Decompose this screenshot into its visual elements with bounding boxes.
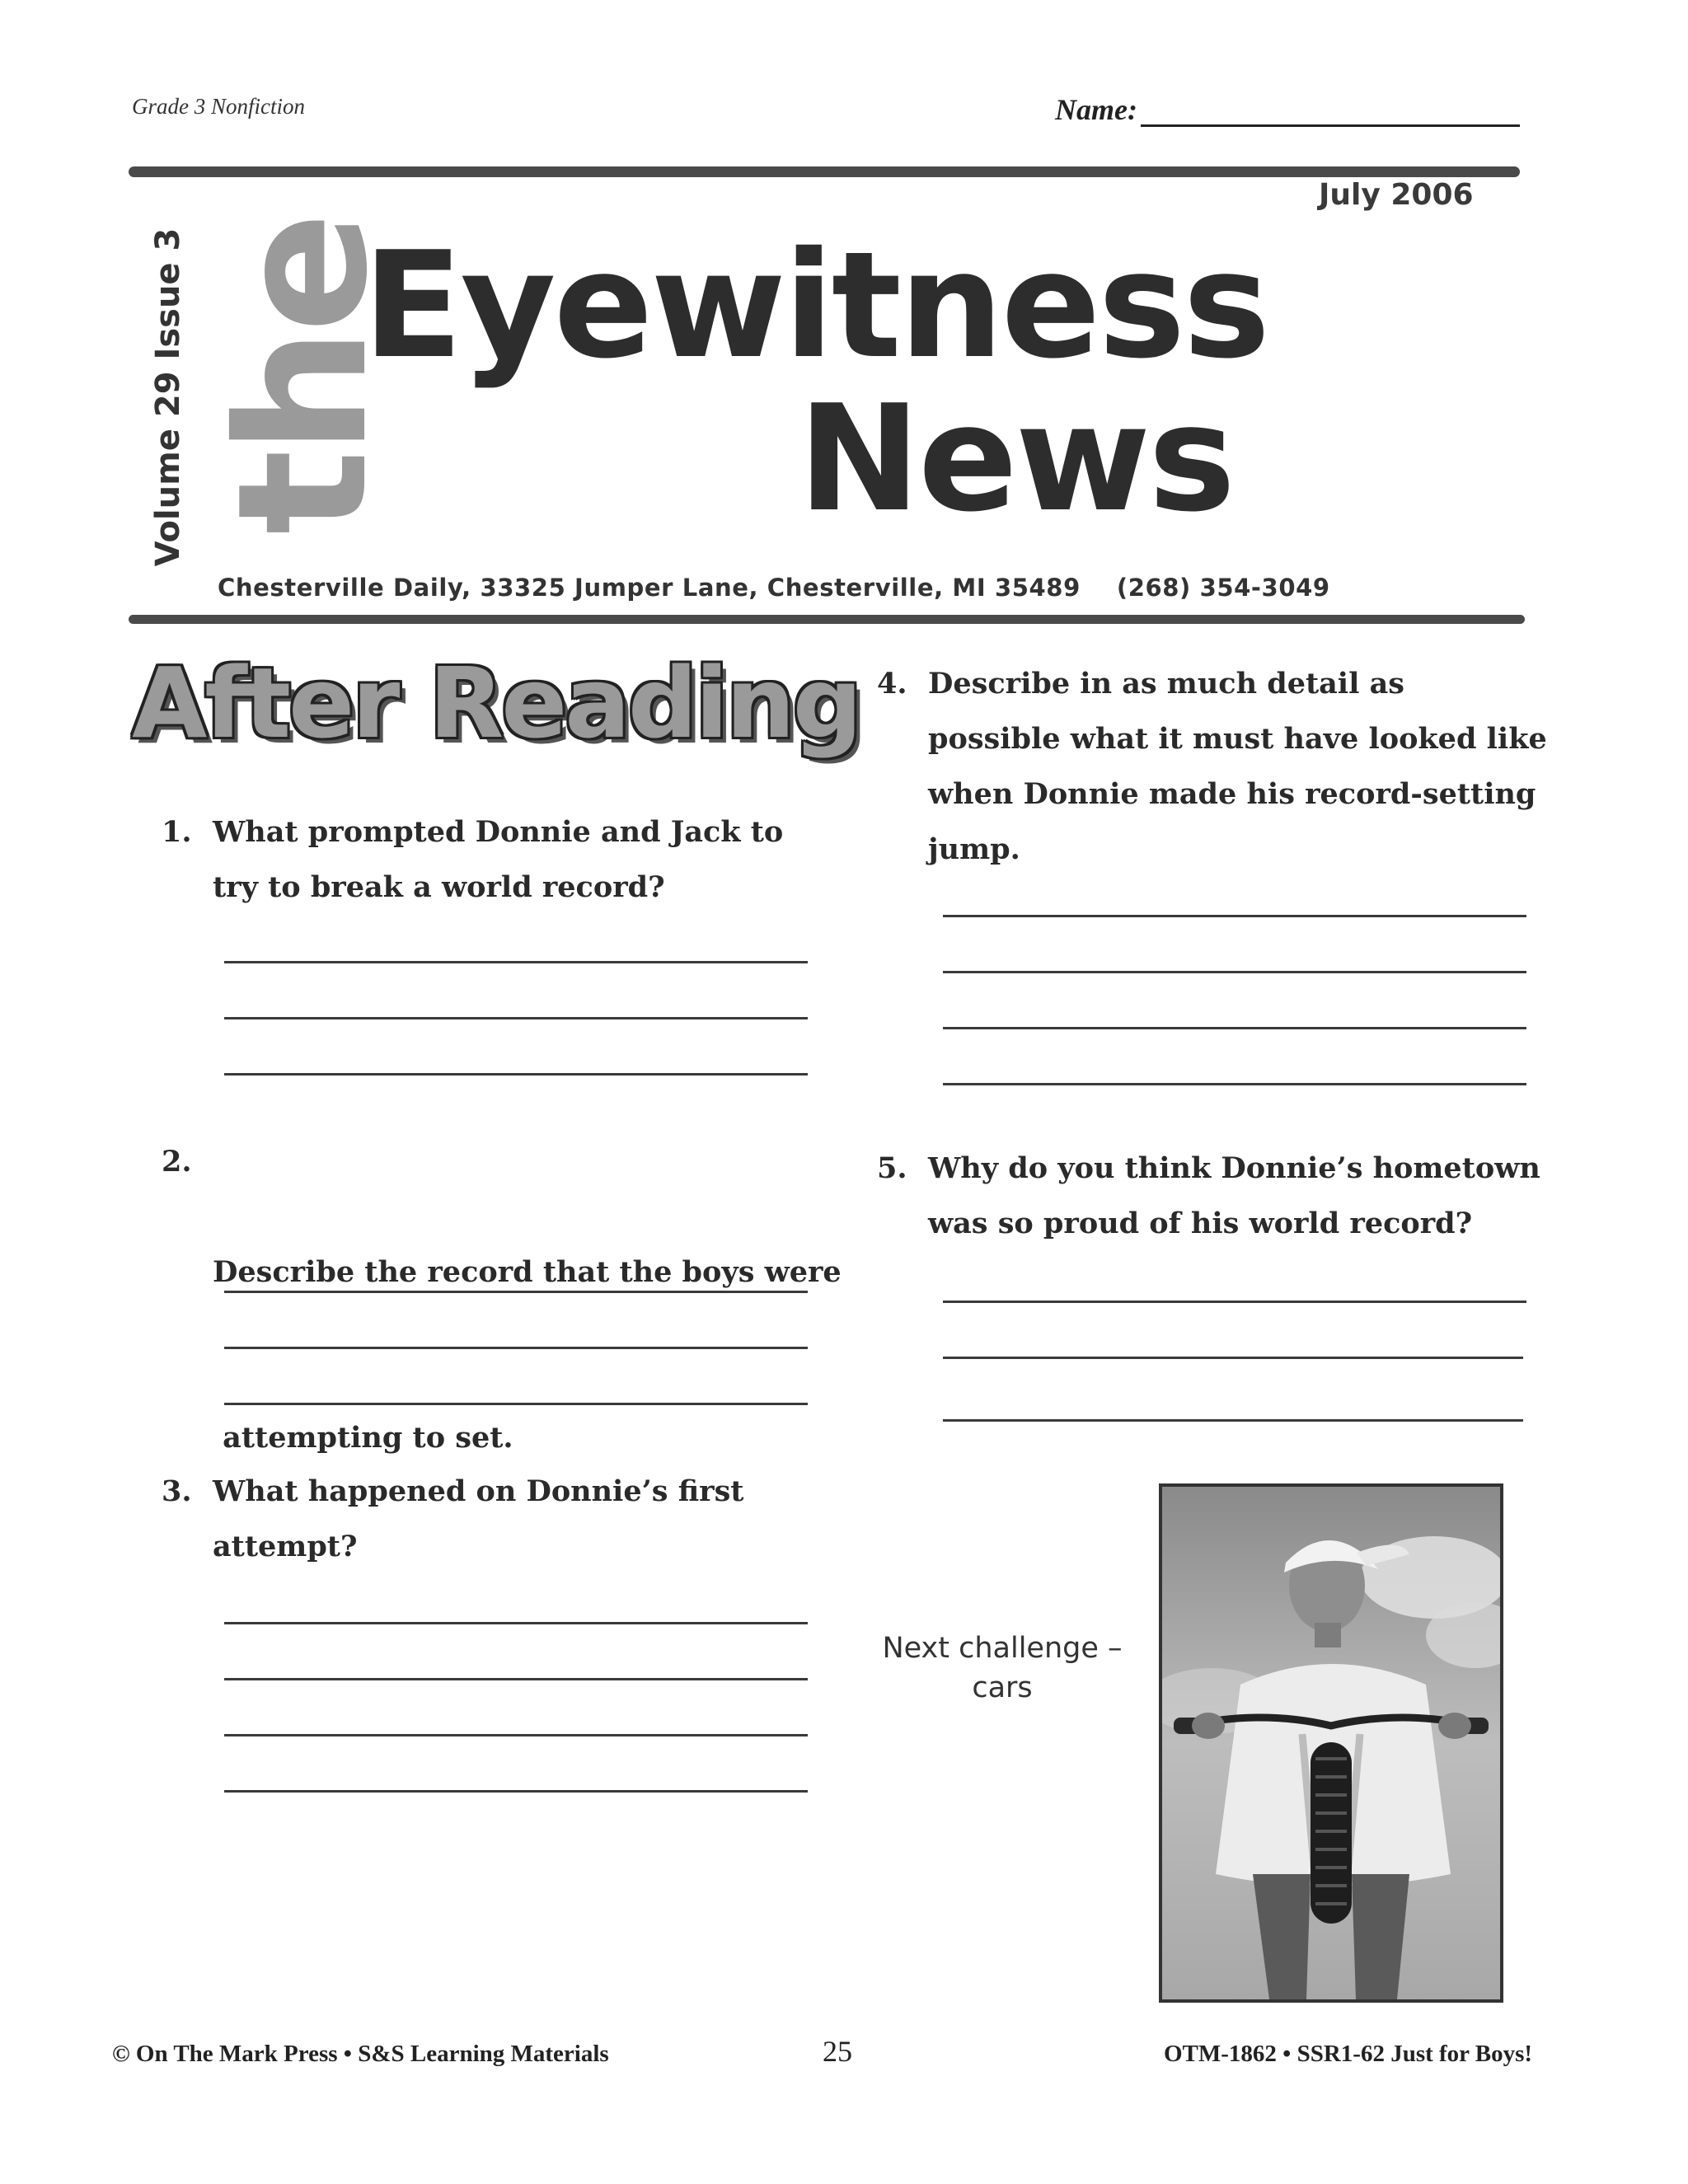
name-blank-line[interactable] xyxy=(1141,97,1520,127)
question-4 xyxy=(877,656,1586,887)
question-number: 3. xyxy=(162,1474,192,1508)
question-text-line: Why do you think Donnie’s hometown xyxy=(928,1151,1540,1185)
question-text-line: Describe in as much detail as xyxy=(928,667,1404,701)
question-text-line: attempt? xyxy=(213,1530,358,1563)
phone-number: (268) 354-3049 xyxy=(1116,574,1330,602)
question-number: 1. xyxy=(162,815,192,849)
answer-line[interactable] xyxy=(224,1622,808,1624)
answer-line[interactable] xyxy=(224,1347,808,1349)
issue-date: July 2006 xyxy=(1319,178,1474,212)
answer-line[interactable] xyxy=(224,1073,808,1076)
question-number: 2. xyxy=(162,1145,192,1179)
answer-line[interactable] xyxy=(224,1790,808,1793)
question-2 xyxy=(162,1134,842,1455)
answer-line[interactable] xyxy=(224,1017,808,1019)
answer-line[interactable] xyxy=(943,1419,1523,1422)
question-1 xyxy=(162,804,837,920)
masthead-top-rule xyxy=(129,166,1520,177)
question-text-line: What prompted Donnie and Jack to xyxy=(213,815,784,849)
section-title: After Reading xyxy=(132,646,860,760)
question-text-line: jump. xyxy=(928,832,1020,866)
grade-label: Grade 3 Nonfiction xyxy=(132,94,305,119)
caption-line: cars xyxy=(972,1671,1033,1704)
question-5 xyxy=(877,1141,1586,1256)
boy-on-bike-illustration xyxy=(1162,1487,1500,1999)
question-text-line: What happened on Donnie’s first xyxy=(213,1474,744,1508)
question-number: 5. xyxy=(877,1151,907,1185)
masthead-title-news: News xyxy=(798,373,1234,544)
caption-line: Next challenge – xyxy=(882,1632,1123,1665)
volume-issue: Volume 29 Issue 3 xyxy=(149,227,187,567)
question-text-line: possible what it must have looked like xyxy=(928,722,1547,756)
answer-line[interactable] xyxy=(943,971,1526,973)
answer-line[interactable] xyxy=(224,1403,808,1405)
answer-line[interactable] xyxy=(224,1678,808,1680)
answer-line[interactable] xyxy=(943,1083,1526,1085)
boy-on-bike-photo xyxy=(1159,1483,1503,2003)
question-text-line: was so proud of his world record? xyxy=(928,1207,1473,1240)
question-text-line: attempting to set. xyxy=(213,1421,513,1455)
question-3 xyxy=(162,1464,837,1579)
answer-line[interactable] xyxy=(943,1027,1526,1029)
page-number: 25 xyxy=(823,2035,852,2068)
answer-line[interactable] xyxy=(224,1291,808,1293)
address-text: Chesterville Daily, 33325 Jumper Lane, Chesterville, MI 35489 xyxy=(218,574,1081,602)
masthead-title-eyewitness: Eyewitness xyxy=(363,220,1268,391)
photo-caption xyxy=(862,1629,1142,1708)
masthead-the: the xyxy=(199,217,406,535)
answer-line[interactable] xyxy=(943,1357,1523,1359)
name-label: Name: xyxy=(1055,93,1137,126)
answer-line[interactable] xyxy=(943,915,1526,917)
answer-line[interactable] xyxy=(224,961,808,963)
masthead-bottom-rule xyxy=(129,615,1525,624)
question-text-line: Describe the record that the boys were xyxy=(213,1255,842,1289)
masthead-address xyxy=(218,574,1330,602)
footer-copyright: © On The Mark Press • S&S Learning Materials xyxy=(112,2041,609,2067)
answer-line[interactable] xyxy=(943,1301,1526,1303)
footer-product-code: OTM-1862 • SSR1-62 Just for Boys! xyxy=(1164,2041,1533,2067)
question-text-line: when Donnie made his record-setting xyxy=(928,777,1536,811)
question-number: 4. xyxy=(877,667,907,701)
question-text-line: try to break a world record? xyxy=(213,870,665,904)
answer-line[interactable] xyxy=(224,1734,808,1736)
name-field[interactable] xyxy=(1055,92,1520,127)
